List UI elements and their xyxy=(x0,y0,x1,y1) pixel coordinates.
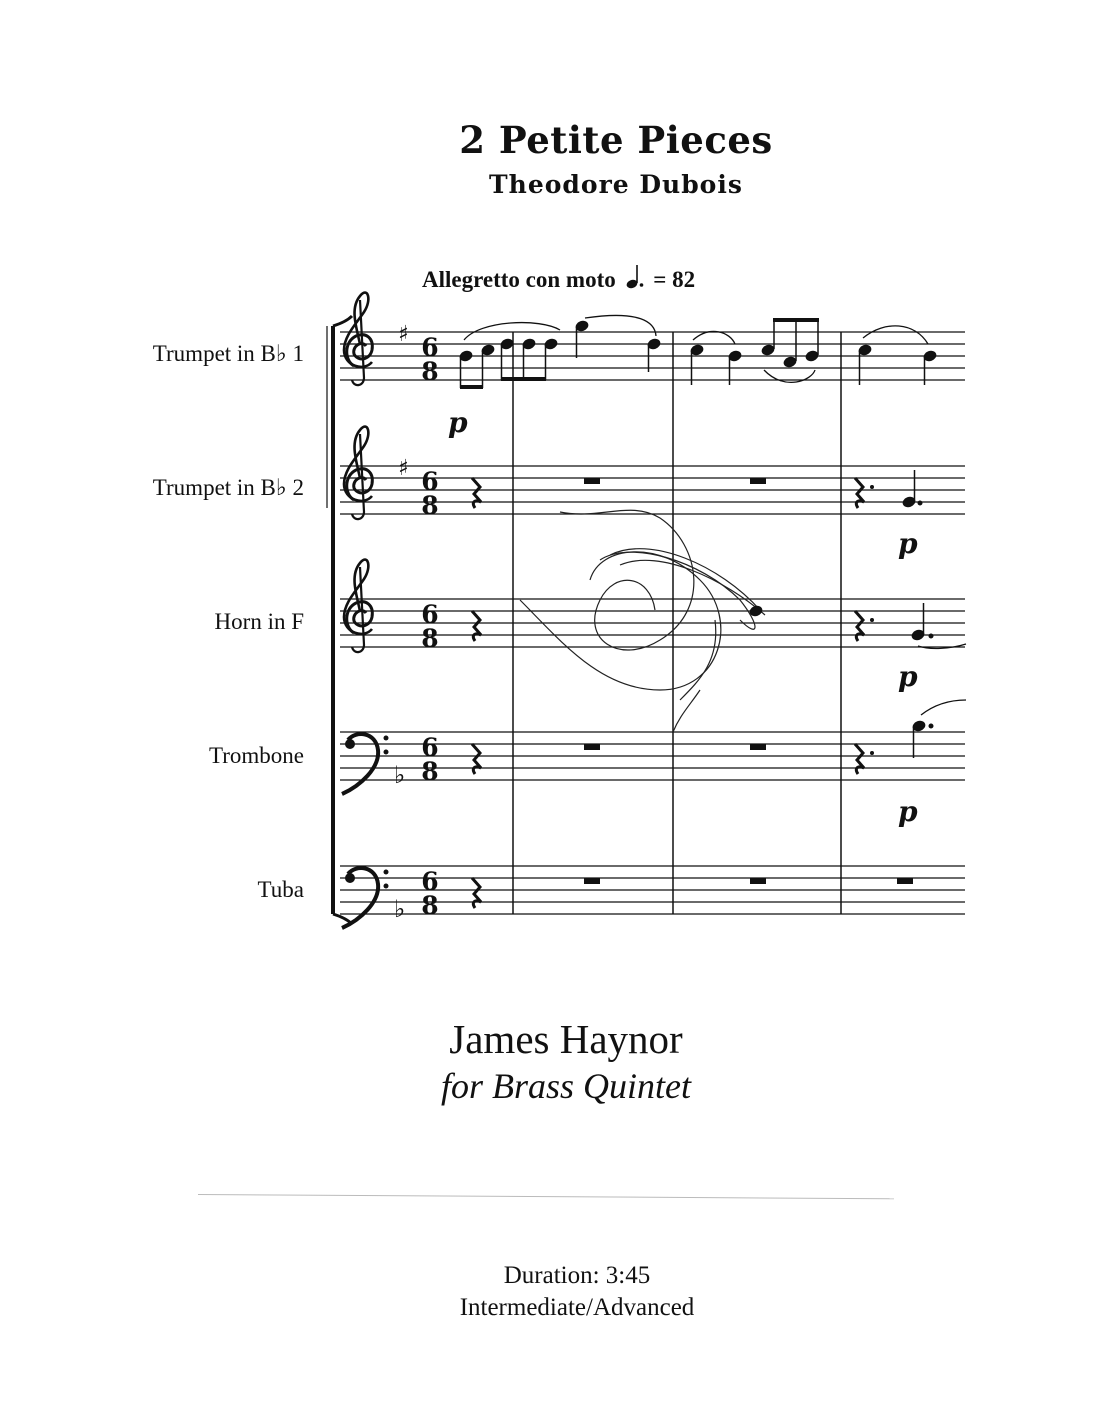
svg-text:p: p xyxy=(448,406,468,439)
rests xyxy=(472,478,913,908)
svg-text:8: 8 xyxy=(421,491,439,520)
arranger-name: James Haynor xyxy=(449,1016,683,1062)
instrument-label-tuba: Tuba xyxy=(257,877,304,902)
svg-text:6: 6 xyxy=(421,733,439,762)
svg-text:8: 8 xyxy=(421,624,439,653)
tempo-text: Allegretto con moto xyxy=(422,267,616,292)
composer-name: Theodore Dubois xyxy=(489,170,743,199)
treble-clef-icon xyxy=(344,293,372,386)
svg-text:6: 6 xyxy=(421,867,439,896)
svg-text:6: 6 xyxy=(421,333,439,362)
instrument-label-trumpet-1: Trumpet in B♭ 1 xyxy=(152,341,304,366)
svg-text:p: p xyxy=(898,527,918,560)
flat-icon: ♭ xyxy=(394,895,406,923)
svg-text:8: 8 xyxy=(421,357,439,386)
svg-text:8: 8 xyxy=(421,891,439,920)
treble-clef-icon xyxy=(344,560,372,653)
dynamics xyxy=(448,406,918,828)
treble-clef-icon xyxy=(344,427,372,520)
sharp-icon: ♯ xyxy=(398,322,409,347)
duration-text: Duration: 3:45 xyxy=(503,1262,651,1289)
flat-icon: ♭ xyxy=(394,761,406,789)
swirl-distortion xyxy=(520,510,765,732)
bass-clef-icon xyxy=(342,734,389,794)
trumpet-1-notes xyxy=(459,315,937,389)
bass-clef-icon xyxy=(342,868,389,928)
clefs-and-keys xyxy=(342,293,409,928)
svg-text:8: 8 xyxy=(421,757,439,786)
time-signatures xyxy=(421,333,438,920)
svg-text:p: p xyxy=(898,795,918,828)
tempo-value: = 82 xyxy=(653,267,696,292)
instrument-label-trumpet-2: Trumpet in B♭ 2 xyxy=(152,475,304,500)
svg-text:6: 6 xyxy=(421,467,439,496)
instrument-label-horn: Horn in F xyxy=(214,609,304,634)
sharp-icon: ♯ xyxy=(398,456,409,481)
svg-text:p: p xyxy=(898,660,918,693)
ensemble-subtitle: for Brass Quintet xyxy=(440,1066,691,1106)
instrument-label-trombone: Trombone xyxy=(209,743,304,768)
piece-title: 2 Petite Pieces xyxy=(459,118,773,162)
svg-text:6: 6 xyxy=(421,600,439,629)
system-brackets xyxy=(327,316,352,924)
difficulty-level: Intermediate/Advanced xyxy=(459,1294,695,1321)
